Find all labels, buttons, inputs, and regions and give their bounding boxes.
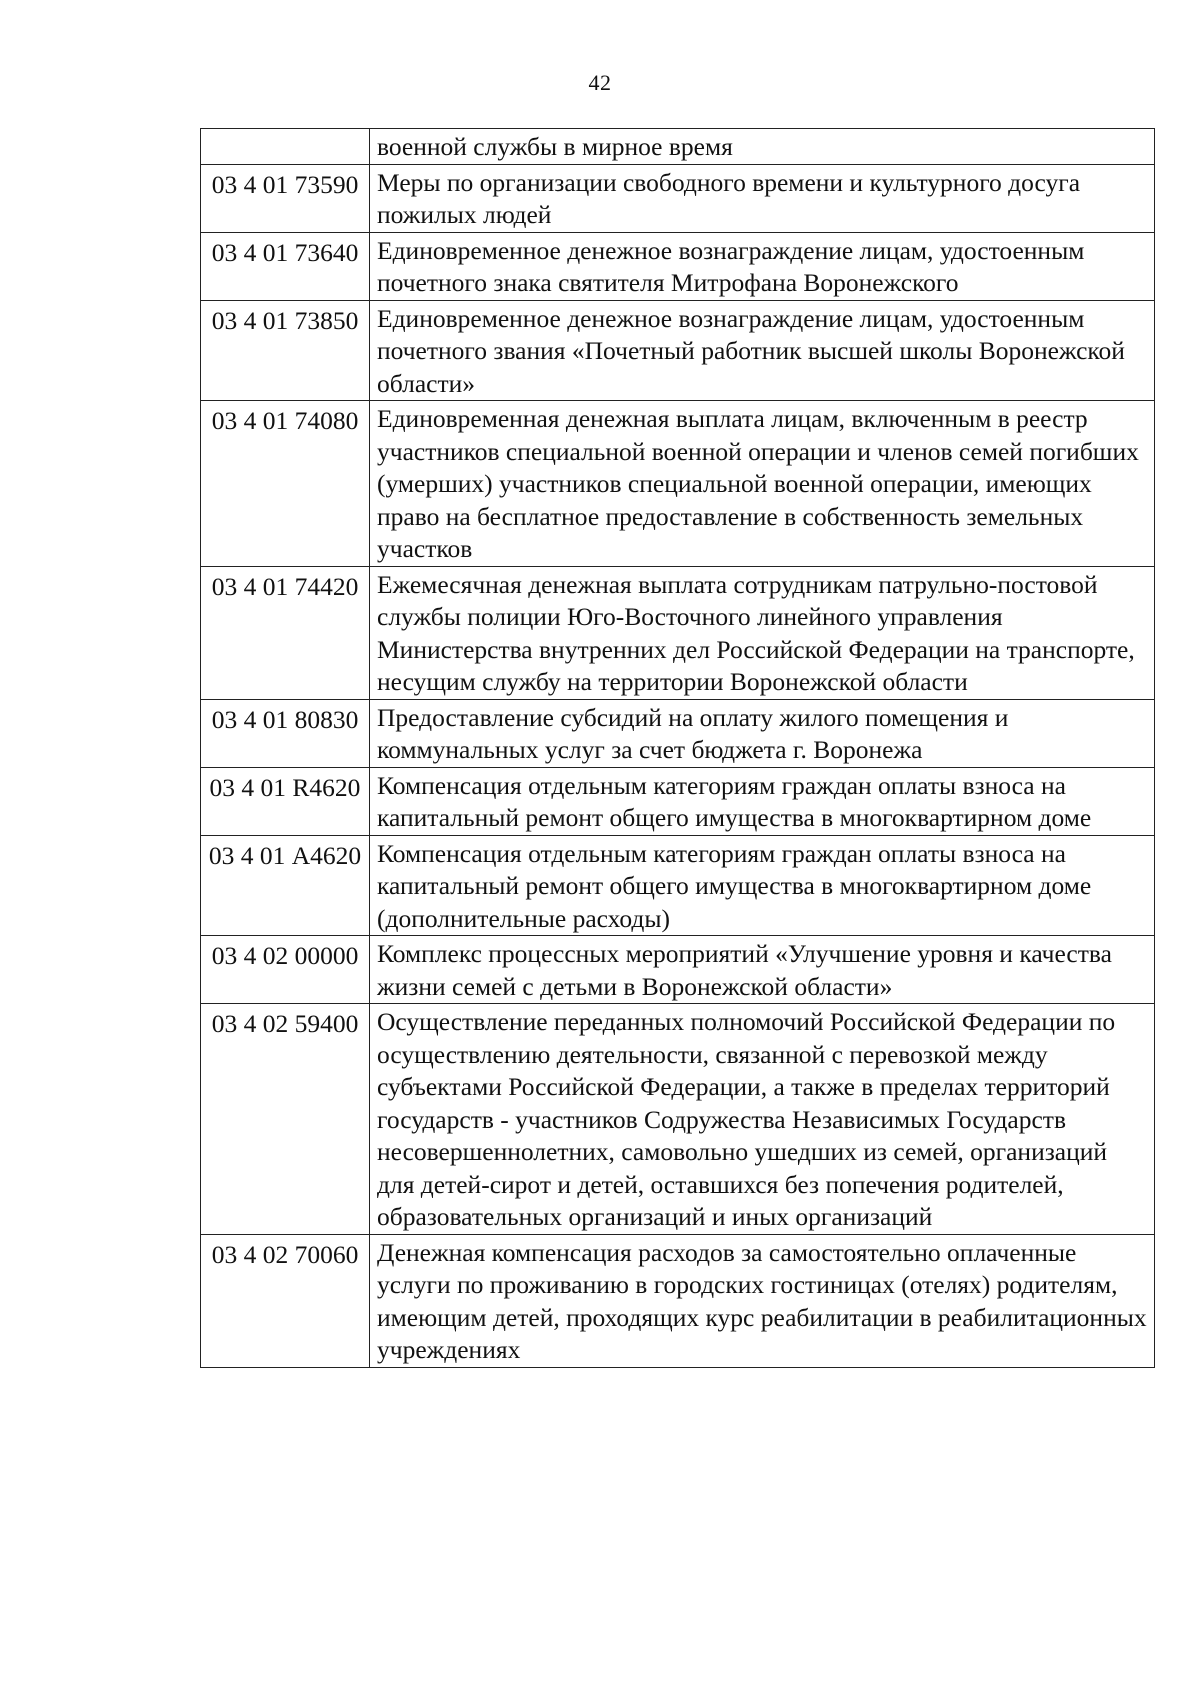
page-number: 42 (588, 70, 612, 95)
code-cell: 03 4 01 74420 (201, 566, 370, 699)
code-cell: 03 4 01 73850 (201, 300, 370, 401)
code-cell: 03 4 02 59400 (201, 1004, 370, 1235)
code-cell: 03 4 02 70060 (201, 1234, 370, 1367)
description-cell: Компенсация отдельным категориям граждан оплаты взноса на капитальный ремонт общего имущества в многоквартирном доме (370, 767, 1155, 835)
code-cell: 03 4 01 73640 (201, 232, 370, 300)
table-row (201, 232, 1155, 300)
description-cell: Комплекс процессных мероприятий «Улучшение уровня и качества жизни семей с детьми в Воронежской области» (370, 936, 1155, 1004)
code-cell (201, 129, 370, 165)
code-cell: 03 4 01 R4620 (201, 767, 370, 835)
table-row (201, 164, 1155, 232)
table-row (201, 835, 1155, 936)
description-cell: Ежемесячная денежная выплата сотрудникам патрульно-постовой службы полиции Юго-Восточного линейного управления Министерства внутренних дел Российской Федерации на транспорте, несущим службу на территории Воронежской области (370, 566, 1155, 699)
code-cell: 03 4 01 А4620 (201, 835, 370, 936)
budget-classification-table (200, 128, 1155, 1368)
description-cell: Меры по организации свободного времени и культурного досуга пожилых людей (370, 164, 1155, 232)
table-row (201, 1234, 1155, 1367)
table-row (201, 129, 1155, 165)
table-row (201, 767, 1155, 835)
table-row (201, 936, 1155, 1004)
table-row (201, 401, 1155, 567)
table-row (201, 1004, 1155, 1235)
description-cell: Единовременная денежная выплата лицам, включенным в реестр участников специальной военной операции и членов семей погибших (умерших) участников специальной военной операции, имеющих право на бесплатное предоставление в собственность земельных участков (370, 401, 1155, 567)
table-body (201, 129, 1155, 1368)
table-row (201, 699, 1155, 767)
description-cell: Единовременное денежное вознаграждение лицам, удостоенным почетного знака святителя Митрофана Воронежского (370, 232, 1155, 300)
description-cell: Денежная компенсация расходов за самостоятельно оплаченные услуги по проживанию в городских гостиницах (отелях) родителям, имеющим детей, проходящих курс реабилитации в реабилитационных учреждениях (370, 1234, 1155, 1367)
code-cell: 03 4 01 74080 (201, 401, 370, 567)
description-cell: Предоставление субсидий на оплату жилого помещения и коммунальных услуг за счет бюджета г. Воронежа (370, 699, 1155, 767)
description-cell: Единовременное денежное вознаграждение лицам, удостоенным почетного звания «Почетный работник высшей школы Воронежской области» (370, 300, 1155, 401)
description-cell: военной службы в мирное время (370, 129, 1155, 165)
table-row (201, 566, 1155, 699)
description-cell: Осуществление переданных полномочий Российской Федерации по осуществлению деятельности, связанной с перевозкой между субъектами Российской Федерации, а также в пределах территорий государств - участников Содружества Независимых Государств несовершеннолетних, самовольно ушедших из семей, организаций для детей-сирот и детей, оставшихся без попечения родителей, образовательных организаций и иных организаций (370, 1004, 1155, 1235)
description-cell: Компенсация отдельным категориям граждан оплаты взноса на капитальный ремонт общего имущества в многоквартирном доме (дополнительные расходы) (370, 835, 1155, 936)
code-cell: 03 4 01 80830 (201, 699, 370, 767)
code-cell: 03 4 01 73590 (201, 164, 370, 232)
code-cell: 03 4 02 00000 (201, 936, 370, 1004)
table-row (201, 300, 1155, 401)
